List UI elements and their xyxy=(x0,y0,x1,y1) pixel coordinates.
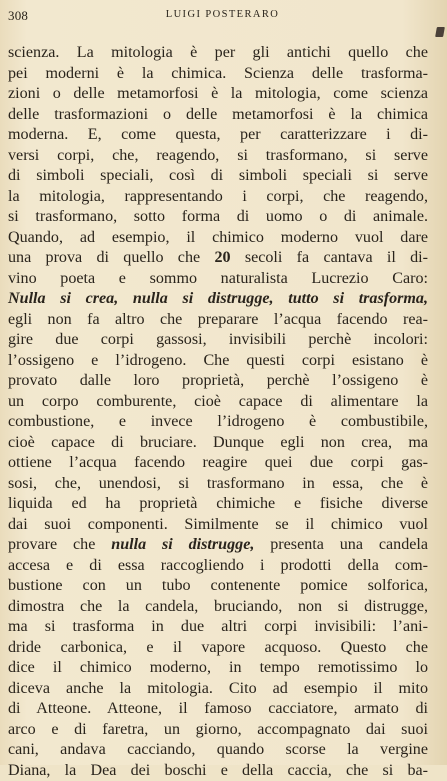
text-line xyxy=(8,43,428,64)
text-run: la mitologia, rappresentando i corpi, che reagendo, xyxy=(8,188,428,205)
text-run: di simboli speciali, così di simboli speciali si serve xyxy=(8,167,428,184)
text-line xyxy=(8,576,428,597)
text-run: delle trasformazioni o delle metamorfosi è la chimica xyxy=(8,106,428,123)
text-line xyxy=(8,371,428,392)
text-line xyxy=(8,433,428,454)
text-run: dimostra che la candela, bruciando, non si distrugge, xyxy=(8,598,428,615)
text-run: cani, andava cacciando, quando scorse la vergine xyxy=(8,741,428,758)
running-head: LUIGI POSTERARO xyxy=(8,9,437,20)
text-run: egli non fa altro che preparare l’acqua facendo rea- xyxy=(8,311,428,328)
text-line xyxy=(8,720,428,741)
text-line xyxy=(8,187,428,208)
text-line xyxy=(8,105,428,126)
page-number: 308 xyxy=(8,8,28,24)
text-line xyxy=(8,658,428,679)
emphasis-run: Nulla si crea, nulla si distrugge, tutto si trasforma, xyxy=(8,290,428,307)
text-line xyxy=(8,453,428,474)
text-run: sosi, che, unendosi, si trasformano in essa, che è xyxy=(8,475,428,492)
text-run: combustione, e invece l’idrogeno è combustibile, xyxy=(8,413,428,430)
emphasis-run: nulla si distrugge, xyxy=(111,536,254,553)
text-run: dride carbonica, e il vapore acquoso. Questo che xyxy=(8,639,428,656)
text-run: moderna. E, come questa, per caratterizzare i di- xyxy=(8,126,428,143)
text-line xyxy=(8,679,428,700)
text-run: ma si trasforma in due altri corpi invisibili: l’ani- xyxy=(8,618,428,635)
text-line xyxy=(8,125,428,146)
text-line xyxy=(8,535,428,556)
text-run: un corpo comburente, cioè capace di alimentare la xyxy=(8,393,428,410)
text-run: zioni o delle metamorfosi è la mitologia, come scienza xyxy=(8,85,428,102)
text-line xyxy=(8,351,428,372)
text-line xyxy=(8,64,428,85)
text-run: Quando, ad esempio, il chimico moderno vuol dare xyxy=(8,229,428,246)
text-run: provato dalle loro proprietà, perchè l’ossigeno è xyxy=(8,372,428,389)
text-run: versi corpi, che, reagendo, si trasformano, si serve xyxy=(8,147,428,164)
text-run: l’ossigeno e l’idrogeno. Che questi corpi esistano è xyxy=(8,352,428,369)
text-run: pei moderni è la chimica. Scienza delle trasforma- xyxy=(8,65,428,82)
text-line xyxy=(8,638,428,659)
text-run: gire due corpi gassosi, invisibili perchè incolori: xyxy=(8,331,428,348)
text-run: cioè capace di bruciare. Dunque egli non crea, ma xyxy=(8,434,428,451)
text-run: ottiene l’acqua facendo reagire quei due corpi gas- xyxy=(8,454,428,471)
text-line xyxy=(8,597,428,618)
text-run: bustione con un tubo contenente pomice solforica, xyxy=(8,577,428,594)
text-line xyxy=(8,330,428,351)
text-run: una prova di quello che xyxy=(8,249,214,266)
text-line xyxy=(8,699,428,720)
text-run: provare che xyxy=(8,536,111,553)
text-line xyxy=(8,617,428,638)
text-line xyxy=(8,289,428,310)
text-run: si trasformano, sotto forma di uomo o di animale. xyxy=(8,208,428,225)
page-edge-mark xyxy=(435,27,445,37)
text-line xyxy=(8,761,428,781)
text-line xyxy=(8,474,428,495)
page-header xyxy=(8,8,437,26)
text-run: di Atteone. Atteone, il famoso cacciatore, armato di xyxy=(8,700,428,717)
text-run: Diana, la Dea dei boschi e della caccia, che si ba- xyxy=(8,762,428,779)
text-line xyxy=(8,494,428,515)
text-run: 20 xyxy=(214,249,230,266)
text-line xyxy=(8,207,428,228)
text-line xyxy=(8,412,428,433)
text-line xyxy=(8,84,428,105)
text-line xyxy=(8,146,428,167)
text-run: liquida ed ha proprietà chimiche e fisiche diverse xyxy=(8,495,428,512)
text-run: secoli fa cantava il di- xyxy=(231,249,428,266)
text-line xyxy=(8,228,428,249)
text-line xyxy=(8,740,428,761)
text-run: vino poeta e sommo naturalista Lucrezio Caro: xyxy=(8,270,428,287)
text-run: scienza. La mitologia è per gli antichi quello che xyxy=(8,44,428,61)
text-line xyxy=(8,392,428,413)
text-run: diceva anche la mitologia. Cito ad esempio il mito xyxy=(8,680,428,697)
text-run: arco e di faretra, un giorno, accompagnato dai suoi xyxy=(8,721,428,738)
text-line xyxy=(8,556,428,577)
text-line xyxy=(8,166,428,187)
body-text xyxy=(8,43,428,781)
text-run: presenta una candela xyxy=(254,536,428,553)
text-line xyxy=(8,515,428,536)
text-run: dice il chimico moderno, in tempo remotissimo lo xyxy=(8,659,428,676)
text-run: accesa e di essa raccogliendo i prodotti della com- xyxy=(8,557,428,574)
text-line xyxy=(8,248,428,269)
text-line xyxy=(8,269,428,290)
text-line xyxy=(8,310,428,331)
text-run: dai suoi componenti. Similmente se il chimico vuol xyxy=(8,516,428,533)
